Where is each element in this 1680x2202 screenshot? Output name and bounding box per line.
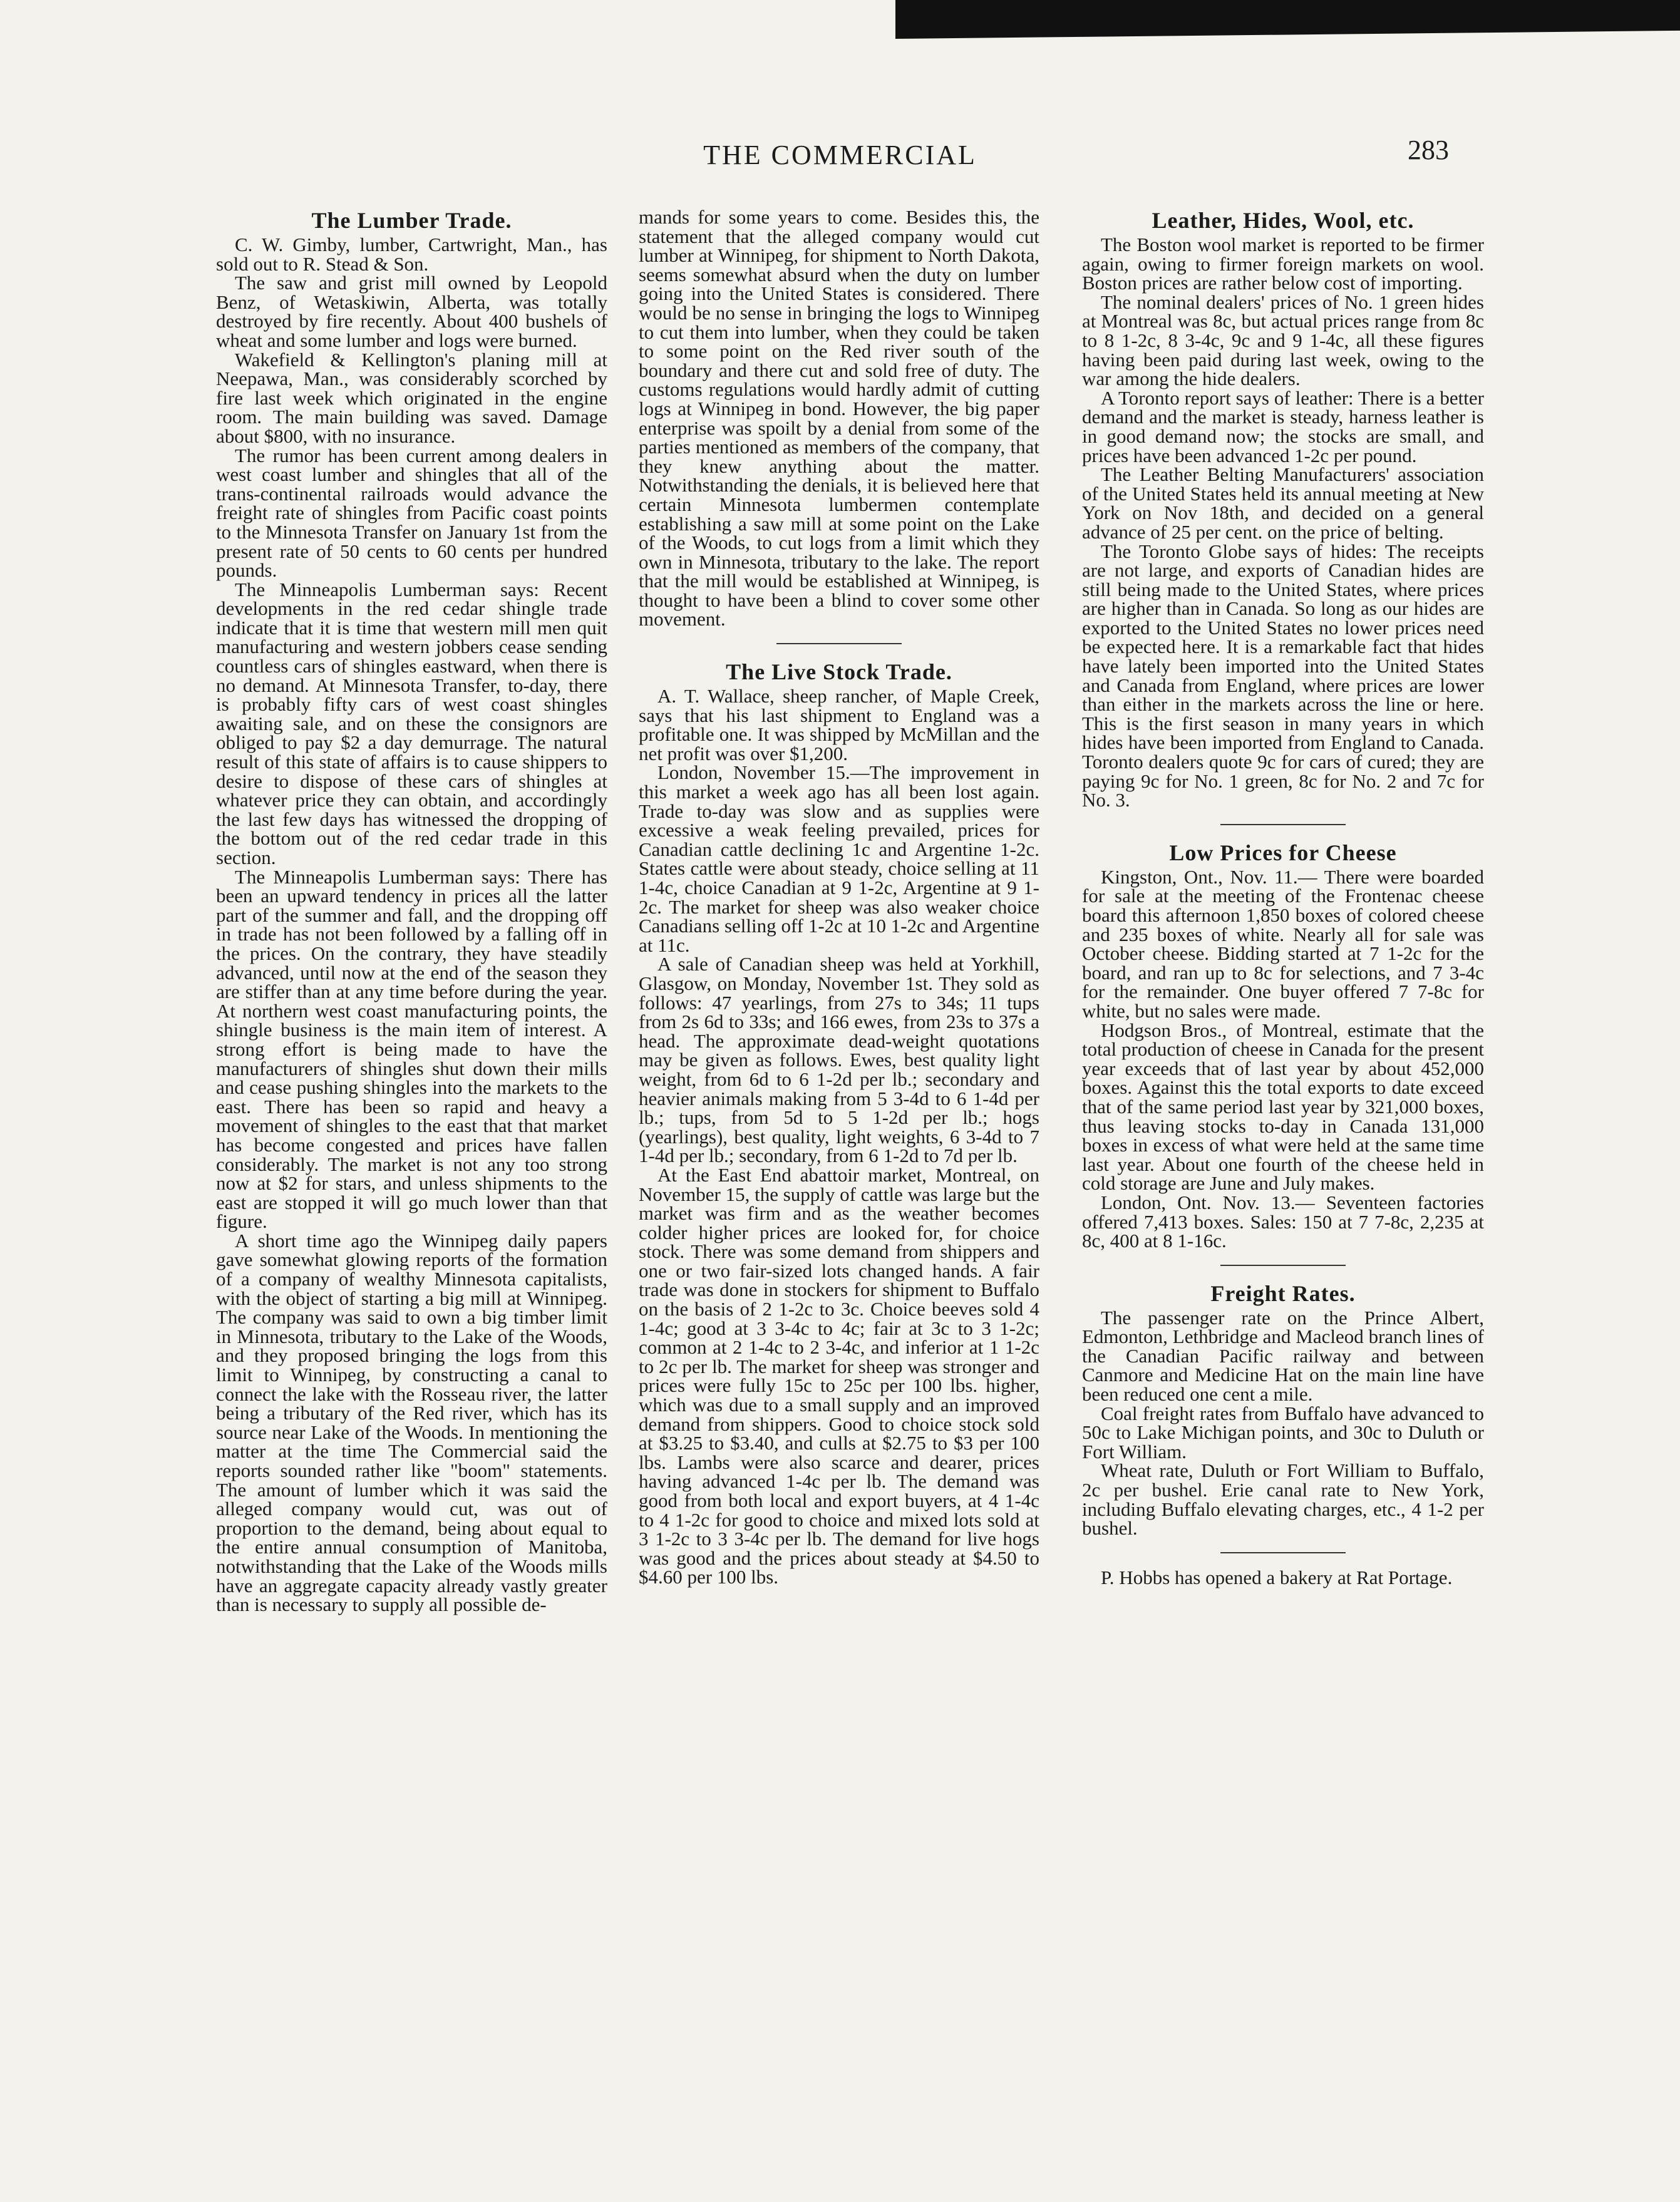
paragraph: The saw and grist mill owned by Leopold Benz, of Wetaskiwin, Alberta, was totally destroyed by fire recently. About 400 bushels of wheat and some lumber and logs were burned.	[216, 272, 607, 351]
page-title: THE COMMERCIAL	[703, 140, 977, 170]
closing-note: P. Hobbs has opened a bakery at Rat Portage.	[1101, 1566, 1453, 1588]
paragraph: The Toronto Globe says of hides: The receipts are not large, and exports of Canadian hides are still being made to the United States, where prices are higher than in Canada. So long as our hides are exported to the United States no lower prices need be expected here. It is a remarkable fact that hides have lately been imported into the United States and Canada from England, where prices are lower than either in the markets across the line or here. This is the first season in many years in which hides have been imported from England to Canada. Toronto dealers quote 9c for cars of cured; they are paying 9c for No. 1 green, 8c for No. 2 and 7c for No. 3.	[1082, 540, 1484, 811]
paragraph: The Leather Belting Manufacturers' association of the United States held its annual meeting at New York on Nov 18th, and decided on a general advance of 25 per cent. on the price of belting.	[1082, 463, 1484, 543]
section-divider	[1220, 1552, 1346, 1553]
heading-live-stock-trade: The Live Stock Trade.	[726, 659, 952, 685]
paragraph: Wakefield & Kellington's planing mill at Neepawa, Man., was considerably scorched by fire last week which originated in the engine room. The main building was saved. Damage about $800, with no insurance.	[216, 348, 607, 447]
paragraph: London, Ont. Nov. 13.— Seventeen factories offered 7,413 boxes. Sales: 150 at 7 7-8c, 2,235 at 8c, 400 at 8 1-16c.	[1082, 1191, 1484, 1252]
paragraph: Hodgson Bros., of Montreal, estimate that the total production of cheese in Canada for the present year exceeds that of last year by about 452,000 boxes. Against this the total exports to date exceed that of the same period last year by 321,000 boxes, thus leaving stocks to-day in Canada 131,000 boxes in excess of what were held at the same time last year. About one fourth of the cheese held in cold storage are June and July makes.	[1082, 1019, 1484, 1195]
page-number: 283	[1408, 135, 1449, 165]
column-2	[639, 208, 1039, 1587]
column-3	[1082, 208, 1484, 1587]
paragraph: The rumor has been current among dealers in west coast lumber and shingles that all of the trans-continental railroads would advance the freight rate of shingles from Pacific coast points to the Minnesota Transfer on January 1st from the present rate of 50 cents to 60 cents per hundred pounds.	[216, 444, 607, 582]
paragraph: A short time ago the Winnipeg daily papers gave somewhat glowing reports of the formation of a company of wealthy Minnesota capitalists, with the object of starting a big mill at Winnipeg. The company was said to own a big timber limit in Minnesota, tributary to the Lake of the Woods, and they proposed bringing the logs from this limit to Winnipeg, by constructing a canal to connect the lake with the Rosseau river, the latter being a tributary of the Red river, which has its source near Lake of the Woods. In mentioning the matter at the time The Commercial said the reports sounded rather like "boom" statements. The amount of lumber which it was said the alleged company would cut, was out of proportion to the demand, being about equal to the entire annual consumption of Manitoba, notwithstanding that the Lake of the Woods mills have an aggregate capacity already vastly greater than is necessary to supply all possible de-	[216, 1229, 607, 1616]
paragraph: C. W. Gimby, lumber, Cartwright, Man., has sold out to R. Stead & Son.	[216, 234, 607, 275]
paragraph: Coal freight rates from Buffalo have advanced to 50c to Lake Michigan points, and 30c to Duluth or Fort William.	[1082, 1402, 1484, 1463]
heading-freight-rates: Freight Rates.	[1210, 1280, 1356, 1306]
heading-leather-hides-wool: Leather, Hides, Wool, etc.	[1152, 208, 1415, 233]
paragraph: At the East End abattoir market, Montreal, on November 15, the supply of cattle was large but the market was firm and as the weather becomes colder higher prices are looked for, for choice stock. There was some demand from shippers and one or two fair-sized lots changed hands. A fair trade was done in stockers for shipment to Buffalo on the basis of 2 1-2c to 3c. Choice beeves sold 4 1-4c; good at 3 3-4c to 4c; fair at 3c to 3 1-2c; common at 2 1-4c to 2 3-4c, and inferior at 1 1-2c to 2c per lb. The market for sheep was stronger and prices were fully 15c to 25c per 100 lbs. higher, which was due to a small supply and an improved demand from shippers. Good to choice stock sold at $3.25 to $3.40, and culls at $2.75 to $3 per 100 lbs. Lambs were also scarce and dearer, prices having advanced 1-4c per lb. The demand was good from both local and export buyers, at 4 1-4c to 4 1-2c for good to choice and mixed lots sold at 3 1-2c to 3 3-4c per lb. The demand for live hogs was good and the prices about steady at $4.50 to $4.60 per 100 lbs.	[639, 1163, 1039, 1588]
paragraph: A. T. Wallace, sheep rancher, of Maple Creek, says that his last shipment to England was a profitable one. It was shipped by McMillan and the net profit was over $1,200.	[639, 685, 1039, 764]
paragraph: London, November 15.—The improvement in this market a week ago has all been lost again. Trade to-day was slow and as supplies were excessive a weak feeling prevailed, prices for Canadian cattle declining 1c and Argentine 1-2c. States cattle were about steady, choice selling at 11 1-4c, choice Canadian at 9 1-2c, Argentine at 9 1-2c. The market for sheep was also weaker choice Canadians selling off 1-2c at 10 1-2c and Argentine at 11c.	[639, 761, 1039, 956]
scan-edge-bar	[895, 0, 1680, 39]
paragraph: Wheat rate, Duluth or Fort William to Buffalo, 2c per bushel. Erie canal rate to New York, including Buffalo elevating charges, etc., 4 1-2 per bushel.	[1082, 1459, 1484, 1540]
paragraph: A sale of Canadian sheep was held at Yorkhill, Glasgow, on Monday, November 1st. They sold as follows: 47 yearlings, from 27s to 34s; 11 tups from 2s 6d to 33s; and 166 ewes, from 23s to 37s a head. The approximate dead-weight quotations may be given as follows. Ewes, best quality light weight, from 6d to 6 1-2d per lb.; secondary and heavier animals making from 5 3-4d to 6 1-4d per lb.; tups, from 5d to 5 1-2d per lb.; hogs (yearlings), best quality, light weights, 6 3-4d to 7 1-4d per lb.; secondary, from 6 1-2d to 7d per lb.	[639, 953, 1039, 1167]
heading-low-prices-cheese: Low Prices for Cheese	[1169, 840, 1397, 865]
paragraph: The Boston wool market is reported to be firmer again, owing to firmer foreign markets on wool. Boston prices are rather below cost of importing.	[1082, 234, 1484, 294]
paragraph-continued: mands for some years to come. Besides this, the statement that the alleged company would cut lumber at Winnipeg, for shipment to North Dakota, seems somewhat absurd when the duty on lumber going into the United States is considered. There would be no sense in bringing the logs to Winnipeg to cut them into lumber, when they could be taken to some point on the Red river south of the boundary and there cut and sold free of duty. The customs regulations would hardly admit of cutting logs at Winnipeg in bond. However, the big paper enterprise was spoilt by a denial from some of the parties mentioned as members of the company, that they knew anything about the matter. Notwithstanding the denials, it is believed here that certain Minnesota lumbermen contemplate establishing a saw mill at some point on the Lake of the Woods, to cut logs from a limit which they own in Minnesota, tributary to the lake. The report that the mill would be established at Winnipeg, is thought to have been a blind to cover some other movement.	[639, 206, 1039, 630]
paragraph: The nominal dealers' prices of No. 1 green hides at Montreal was 8c, but actual prices range from 8c to 8 1-2c, 8 3-4c, 9c and 9 1-4c, all these figures having been paid during last week, owing to the war among the hide dealers.	[1082, 291, 1484, 390]
heading-lumber-trade: The Lumber Trade.	[311, 208, 512, 233]
paragraph: Kingston, Ont., Nov. 11.— There were boarded for sale at the meeting of the Frontenac cheese board this afternoon 1,850 boxes of colored cheese and 235 boxes of white. Nearly all for sale was October cheese. Bidding started at 7 1-2c for the board, and ran up to 8c for selections, and 7 3-4c for the remainder. One buyer offered 7 7-8c for white, but no sales were made.	[1082, 865, 1484, 1022]
column-1	[216, 208, 607, 1615]
paragraph: The Minneapolis Lumberman says: There has been an upward tendency in prices all the latter part of the summer and fall, and the dropping off in trade has not been followed by a falling off in the prices. On the contrary, they have steadily advanced, until now at the end of the season they are stiffer than at any time before during the year. At northern west coast manufacturing points, the shingle business is the main item of interest. A strong effort is being made to have the manufacturers of shingles shut down their mills and cease pushing shingles into the markets to the east. There has been so rapid and heavy a movement of shingles to the east that that market has become congested and prices have fallen considerably. The market is not any too strong now at $2 for stars, and unless shipments to the east are stopped it will go much lower than that figure.	[216, 865, 607, 1233]
section-divider	[1220, 1265, 1346, 1266]
section-divider	[1220, 824, 1346, 825]
paragraph: The Minneapolis Lumberman says: Recent developments in the red cedar shingle trade indicate that it is time that western mill men quit manufacturing and western jobbers cease sending countless cars of shingles eastward, when there is no demand. At Minnesota Transfer, to-day, there is probably fifty cars of west coast shingles awaiting sale, and on these the consignors are obliged to pay $2 a day demurrage. The natural result of this state of affairs is to cause shippers to desire to dispose of these cars of shingles at whatever price they can obtain, and accordingly the last few days has witnessed the dropping of the bottom out of the red cedar trade in this section.	[216, 578, 607, 868]
paragraph: The passenger rate on the Prince Albert, Edmonton, Lethbridge and Macleod branch lines of the Canadian Pacific railway and between Canmore and Medicine Hat on the main line have been reduced one cent a mile.	[1082, 1306, 1484, 1406]
paragraph: A Toronto report says of leather: There is a better demand and the market is steady, harness leather is in good demand now; the stocks are small, and prices have been advanced 1-2c per pound.	[1082, 386, 1484, 466]
section-divider	[776, 643, 902, 644]
